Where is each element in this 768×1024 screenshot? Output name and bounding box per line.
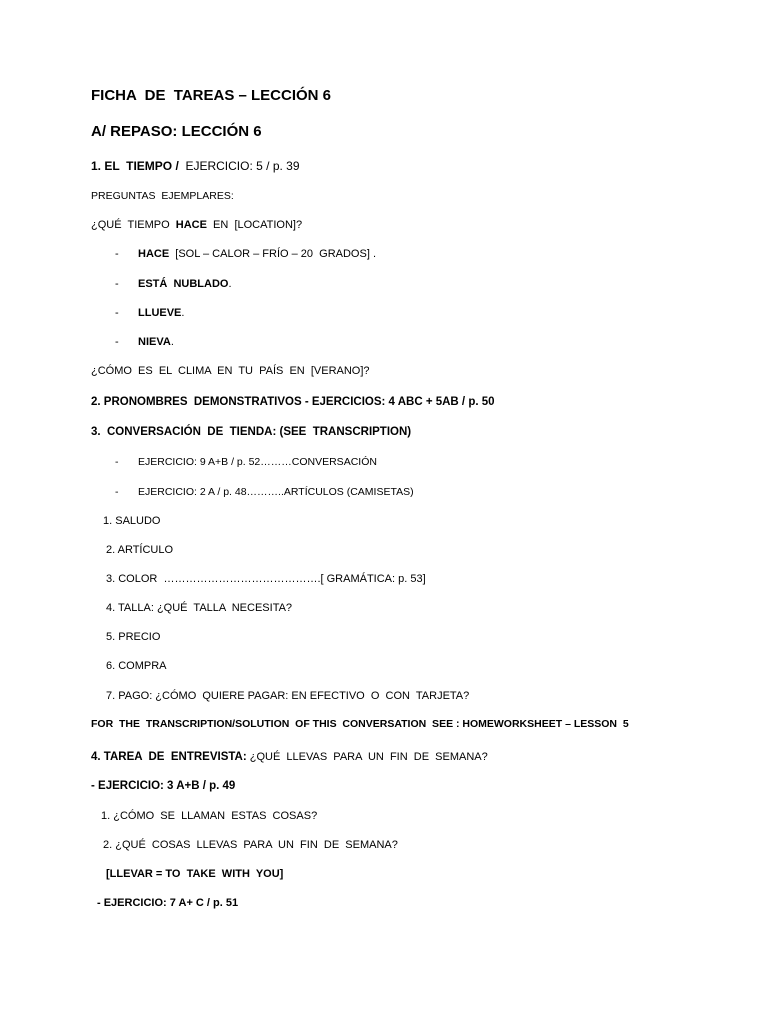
weather-answer-detail: .: [170, 336, 174, 348]
item-4-question: ¿QUÉ LLEVAS PARA UN FIN DE SEMANA?: [246, 751, 488, 763]
item-3-heading: 3. CONVERSACIÓN DE TIENDA: (SEE TRANSCRIPTION): [91, 426, 412, 438]
weather-answer-detail: .: [228, 278, 232, 290]
conversation-step: 7. PAGO: ¿CÓMO QUIERE PAGAR: EN EFECTIVO O CON TARJETA?: [106, 690, 470, 702]
page-title: FICHA DE TAREAS – LECCIÓN 6: [91, 87, 332, 104]
weather-answer-item: [115, 246, 376, 262]
weather-answer-item: [115, 276, 232, 292]
weather-answer-keyword: ESTÁ NUBLADO: [138, 278, 229, 290]
item-1-exercise: EJERCICIO: 5 / p. 39: [178, 159, 300, 173]
conversation-step: 6. COMPRA: [106, 660, 167, 672]
weather-answer-detail: .: [181, 307, 185, 319]
conversation-step: 3. COLOR …………………………………….[ GRAMÁTICA: p. 53]: [106, 573, 426, 585]
conversation-step: 4. TALLA: ¿QUÉ TALLA NECESITA?: [106, 602, 293, 614]
conversation-step: 2. ARTÍCULO: [106, 544, 174, 556]
section-a-heading: A/ REPASO: LECCIÓN 6: [91, 123, 262, 140]
weather-answer-item: [115, 334, 174, 350]
weather-question-keyword: HACE: [175, 219, 207, 231]
item-1-heading: 1. EL TIEMPO /: [91, 159, 179, 173]
preguntas-label: PREGUNTAS EJEMPLARES:: [91, 190, 234, 202]
item-1-line: [91, 158, 300, 174]
interview-question: 2. ¿QUÉ COSAS LLEVAS PARA UN FIN DE SEMANA?: [103, 839, 398, 851]
weather-answer-item: [115, 305, 184, 321]
bullet-dash: -: [115, 307, 119, 319]
item-3-exercise: [115, 484, 414, 500]
bullet-dash: -: [115, 248, 119, 260]
bullet-dash: -: [115, 336, 119, 348]
weather-answer-keyword: NIEVA: [138, 336, 171, 348]
item-4-exercise-a: - EJERCICIO: 3 A+B / p. 49: [91, 780, 236, 792]
bullet-dash: -: [115, 486, 119, 498]
bullet-dash: -: [115, 278, 119, 290]
climate-question: ¿CÓMO ES EL CLIMA EN TU PAÍS EN [VERANO]?: [91, 365, 370, 377]
item-4-heading: 4. TAREA DE ENTREVISTA:: [91, 751, 247, 763]
weather-question-post: EN [LOCATION]?: [206, 219, 303, 231]
item-4-exercise-b: - EJERCICIO: 7 A+ C / p. 51: [97, 897, 239, 909]
weather-question: [91, 217, 302, 233]
weather-answer-keyword: HACE: [138, 248, 170, 260]
item-3-exercise-text: EJERCICIO: 9 A+B / p. 52………CONVERSACIÓN: [138, 456, 377, 468]
weather-question-pre: ¿QUÉ TIEMPO: [91, 219, 176, 231]
conversation-step: 5. PRECIO: [106, 631, 161, 643]
conversation-step: 1. SALUDO: [103, 515, 161, 527]
item-2-heading: 2. PRONOMBRES DEMONSTRATIVOS - EJERCICIOS: 4 ABC + 5AB / p. 50: [91, 396, 495, 408]
item-3-exercise: [115, 454, 377, 470]
item-3-exercise-text: EJERCICIO: 2 A / p. 48………..ARTÍCULOS (CAMISETAS): [138, 486, 414, 498]
weather-answer-detail: [SOL – CALOR – FRÍO – 20 GRADOS] .: [169, 248, 376, 260]
interview-question: 1. ¿CÓMO SE LLAMAN ESTAS COSAS?: [101, 810, 318, 822]
transcription-note: FOR THE TRANSCRIPTION/SOLUTION OF THIS CONVERSATION SEE : HOMEWORKSHEET – LESSON 5: [91, 718, 629, 730]
bullet-dash: -: [115, 456, 119, 468]
vocabulary-note: [LLEVAR = TO TAKE WITH YOU]: [106, 868, 284, 880]
weather-answer-keyword: LLUEVE: [138, 307, 182, 319]
item-4-line: [91, 749, 488, 765]
